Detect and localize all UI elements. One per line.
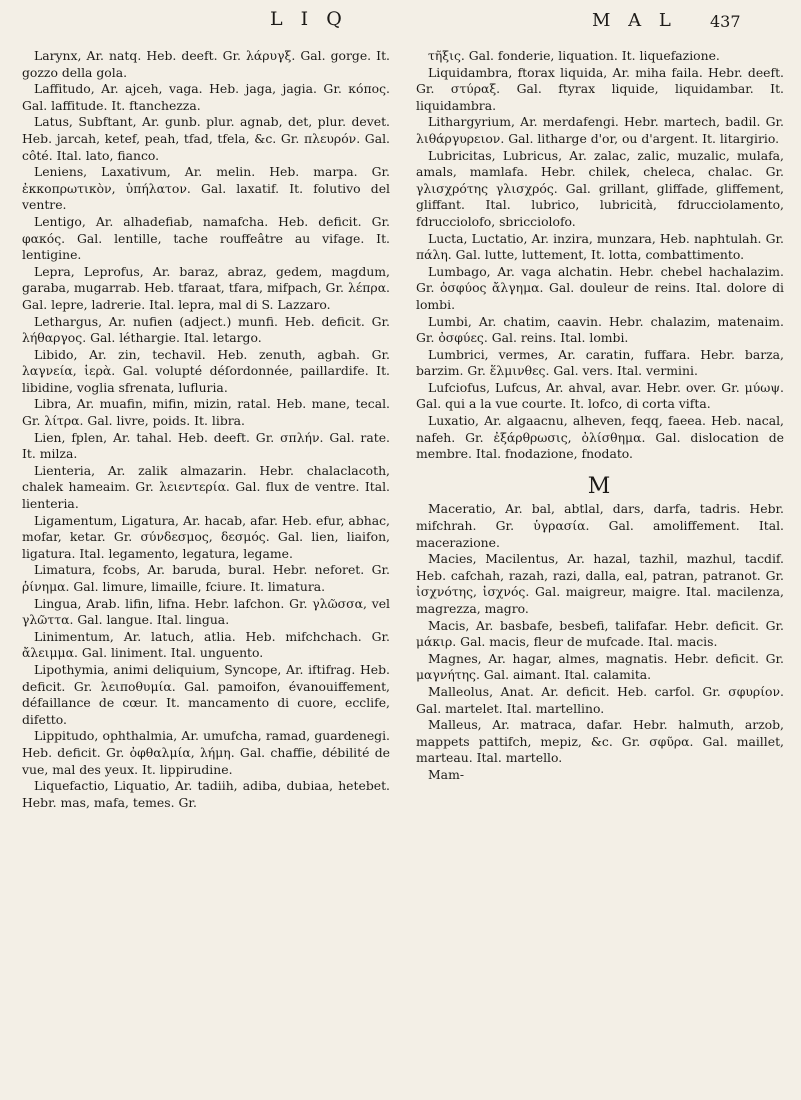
dictionary-entry: Lucta, Luctatio, Ar. inzira, munzara, Heb. naphtulah. Gr. πάλη. Gal. lutte, luttement, It. lotta, combattimento.	[416, 230, 784, 263]
dictionary-entry: Liquefactio, Liquatio, Ar. tadiih, adiba, dubiaa, hetebet. Hebr. mas, mafa, temes. Gr.	[22, 778, 390, 810]
dictionary-entry: Libido, Ar. zin, techavil. Heb. zenuth, agbah. Gr. λαγνεία, ἱερὰ. Gal. volupté déſordonnée, paillardife. It. libidine, voglia sfrenata, lufluria.	[22, 346, 390, 395]
dictionary-entry: Malleolus, Anat. Ar. deficit. Heb. carfol. Gr. σφυρίον. Gal. martelet. Ital. martellino.	[416, 683, 784, 716]
dictionary-entry: Lentigo, Ar. alhadefiab, namafcha. Heb. deficit. Gr. φακός. Gal. lentille, tache rouffeâtre au vifage. It. lentigine.	[22, 213, 390, 263]
header-left-guide: L I Q	[270, 8, 348, 30]
dictionary-entry: Ligamentum, Ligatura, Ar. hacab, afar. Heb. efur, abhac, mofar, ketar. Gr. σύνδεσμος, δεσμός. Gal. lien, liaifon, ligatura. Ital. legamento, legatura, legame.	[22, 512, 390, 561]
dictionary-entry: Malleus, Ar. matraca, dafar. Hebr. halmuth, arzob, mappets pattifch, mepiz, &c. Gr. σφῦρα. Gal. maillet, marteau. Ital. martello.	[416, 717, 784, 766]
dictionary-entry: Liquidambra, ftorax liquida, Ar. miha faila. Hebr. deeft. Gr. στύραξ. Gal. ftyrax liquide, liquidambar. It. liquidambra.	[416, 64, 784, 113]
dictionary-entry: Lien, fplen, Ar. tahal. Heb. deeft. Gr. σπλήν. Gal. rate. It. milza.	[22, 429, 390, 462]
page-number: 437	[710, 12, 741, 31]
dictionary-entry: Latus, Subftant, Ar. gunb. plur. agnab, det, plur. devet. Heb. jarcah, ketef, peah, tfad, tfela, &c. Gr. πλευρόν. Gal. côté. Ital. lato, fianco.	[22, 114, 390, 163]
dictionary-entry: Lufciofus, Lufcus, Ar. ahval, avar. Hebr. over. Gr. μύωψ. Gal. qui a la vue courte. It. lofco, di corta vifta.	[416, 379, 784, 412]
dictionary-entry: Lipothymia, animi deliquium, Syncope, Ar. iftifrag. Heb. deficit. Gr. λειποθυμία. Gal. pamoifon, évanouiffement, défaillance de cœur. It. mancamento di cuore, ecclife, difetto.	[22, 661, 390, 727]
dictionary-entry: Lienteria, Ar. zalik almazarin. Hebr. chalaclacoth, chalek hameaim. Gr. λειεντερία. Gal. flux de ventre. Ital. lienteria.	[22, 462, 390, 512]
right-column-m-entries	[416, 501, 784, 783]
dictionary-entry: Lethargus, Ar. nufien (adject.) munfi. Heb. deficit. Gr. λήθαργος. Gal. léthargie. Ital. letargo.	[22, 313, 390, 346]
dictionary-entry: Linimentum, Ar. latuch, atlia. Heb. mifchchach. Gr. ἄλειμμα. Gal. liniment. Ital. unguento.	[22, 628, 390, 661]
dictionary-entry: Lumbrici, vermes, Ar. caratin, fuffara. Hebr. barza, barzim. Gr. ἕλμινθες. Gal. vers. Ital. vermini.	[416, 346, 784, 379]
section-letter-m: M	[587, 473, 613, 499]
right-column-l-entries	[416, 48, 784, 463]
dictionary-entry: Maceratio, Ar. bal, abtlal, dars, darfa, tadris. Hebr. mifchrah. Gr. ὑγρασία. Gal. amoliffement. Ital. macerazione.	[416, 501, 784, 550]
dictionary-entry: τῆξις. Gal. fonderie, liquation. It. liquefazione.	[428, 48, 720, 63]
dictionary-entry: Larynx, Ar. natq. Heb. deeft. Gr. λάρυγξ. Gal. gorge. It. gozzo della gola.	[22, 48, 390, 80]
running-header	[0, 8, 801, 42]
right-column	[416, 48, 784, 811]
dictionary-entry: Macies, Macilentus, Ar. hazal, tazhil, mazhul, tacdif. Heb. cafchah, razah, razi, dalla, eal, patran, patranot. Gr. ἰσχνότης, ἰσχνός. Gal. maigreur, maigre. Ital. macilenza, magrezza, magro.	[416, 551, 784, 616]
dictionary-entry: Libra, Ar. muafin, mifin, mizin, ratal. Heb. mane, tecal. Gr. λίτρα. Gal. livre, poids. It. libra.	[22, 396, 390, 429]
header-right-guide: M A L	[592, 10, 677, 31]
dictionary-entry: Lingua, Arab. lifin, lifna. Hebr. lafchon. Gr. γλῶσσα, vel γλῶττα. Gal. langue. Ital. lingua.	[22, 595, 390, 628]
dictionary-entry: Lumbago, Ar. vaga alchatin. Hebr. chebel hachalazim. Gr. ὀσφύος ἄλγημα. Gal. douleur de reins. Ital. dolore di lombi.	[416, 263, 784, 312]
dictionary-entry: Limatura, fcobs, Ar. baruda, bural. Hebr. neforet. Gr. ῥίνημα. Gal. limure, limaille, fciure. It. limatura.	[22, 562, 390, 594]
dictionary-entry: Macis, Ar. basbafe, besbefi, talifafar. Hebr. deficit. Gr. μάκιρ. Gal. macis, fleur de mufcade. Ital. macis.	[416, 617, 784, 650]
dictionary-entry: Magnes, Ar. hagar, almes, magnatis. Hebr. deficit. Gr. μαγνήτης. Gal. aimant. Ital. calamita.	[416, 650, 784, 683]
dictionary-entry: Leniens, Laxativum, Ar. melin. Heb. marpa. Gr. ἐκκοπρωτικὸν, ὑπήλατον. Gal. laxatif. It. folutivo del ventre.	[22, 164, 390, 213]
dictionary-entry: Lumbi, Ar. chatim, caavin. Hebr. chalazim, matenaim. Gr. ὀσφύες. Gal. reins. Ital. lombi.	[416, 313, 784, 346]
dictionary-entry: Laffitudo, Ar. ajceh, vaga. Heb. jaga, jagia. Gr. κόπος. Gal. laffitude. It. ftanchezza.	[22, 81, 390, 113]
text-columns	[22, 48, 784, 811]
left-column	[22, 48, 390, 811]
dictionary-entry: Lithargyrium, Ar. merdafengi. Hebr. martech, badil. Gr. λιθάργυρειον. Gal. litharge d'or, ou d'argent. It. litargirio.	[416, 114, 784, 146]
dictionary-entry: Lepra, Leprofus, Ar. baraz, abraz, gedem, magdum, garaba, mugarrab. Heb. tfaraat, tfara, mifpach, Gr. λέπρα. Gal. lepre, ladrerie. Ital. lepra, mal di S. Lazzaro.	[22, 263, 390, 312]
dictionary-entry: Lubricitas, Lubricus, Ar. zalac, zalic, muzalic, mulafa, amals, mamlafa. Hebr. chilek, cheleca, chalac. Gr. γλισχρότης γλισχρός. Gal. grillant, gliffade, gliffement, gliffant. Ital. lubrico, lubricità, fdrucciolamento, fdrucciolofo, sbricciolofo.	[416, 147, 784, 229]
dictionary-entry: Lippitudo, ophthalmia, Ar. umufcha, ramad, guardenegi. Heb. deficit. Gr. ὀφθαλμία, λήμη. Gal. chaffie, débilité de vue, mal des yeux. It. lippirudine.	[22, 728, 390, 777]
dictionary-entry: Luxatio, Ar. algaacnu, alheven, feqq, faeea. Heb. nacal, nafeh. Gr. ἐξάρθρωσις, ὀλίσθημα. Gal. dislocation de membre. Ital. fnodazione, fnodato.	[416, 413, 784, 462]
dictionary-entry: Mam-	[428, 766, 465, 782]
